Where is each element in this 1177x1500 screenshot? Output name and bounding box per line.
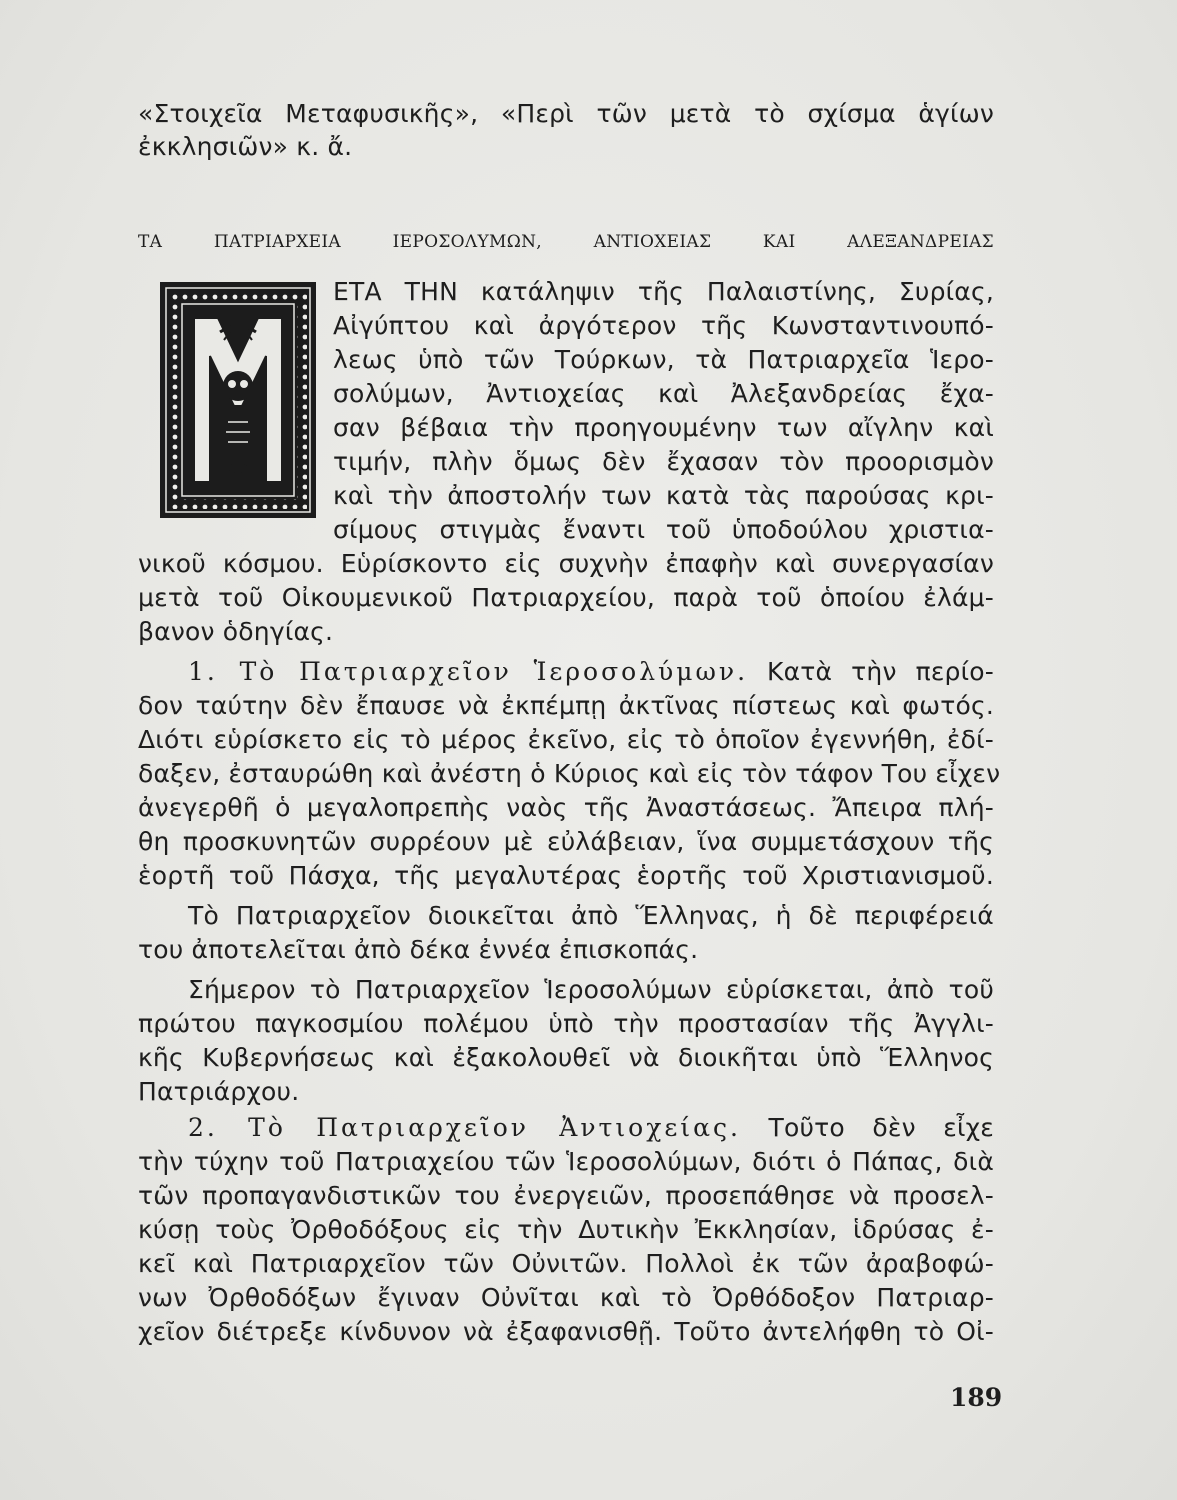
section1-para3-line-3: κῆς Κυβερνήσεως καὶ ἐξακολουθεῖ νὰ διοικῆται ὑπὸ Ἕλληνος: [138, 1043, 994, 1072]
section-heading: ΤΑ ΠΑΤΡΙΑΡΧΕΙΑ ΙΕΡΟΣΟΛΥΜΩΝ, ΑΝΤΙΟΧΕΙΑΣ ΚΑΙ ΑΛΕΞΑΝΔΡΕΙΑΣ: [138, 232, 994, 252]
para1-line-11: βανον ὁδηγίας.: [138, 617, 334, 646]
para1-line-9: νικοῦ κόσμου. Εὑρίσκοντο εἰς συχνὴν ἐπαφὴν καὶ συνεργασίαν: [138, 549, 994, 578]
para1-line-1: ΕΤΑ ΤΗΝ κατάληψιν τῆς Παλαιστίνης, Συρίας,: [333, 277, 994, 306]
section1-para2-line-1: Τὸ Πατριαρχεῖον διοικεῖται ἀπὸ Ἕλληνας, ἡ δὲ περιφέρειά: [188, 901, 994, 930]
page-number: 189: [950, 1383, 1003, 1412]
para1-line-3: λεως ὑπὸ τῶν Τούρκων, τὰ Πατριαρχεῖα Ἱερο-: [333, 345, 994, 374]
section1-line-1: δον ταύτην δὲν ἔπαυσε νὰ ἐκπέμπῃ ἀκτῖνας πίστεως καὶ φωτός.: [138, 691, 994, 720]
section2-line-5: νων Ὀρθοδόξων ἔγιναν Οὐνῖται καὶ τὸ Ὀρθόδοξον Πατριαρ-: [138, 1283, 994, 1312]
dropcap-ornament: [160, 277, 316, 518]
section1-line-2: Διότι εὑρίσκετο εἰς τὸ μέρος ἐκεῖνο, εἰς τὸ ὁποῖον ἐγεννήθη, ἐδί-: [138, 725, 994, 754]
intro-line-1: «Στοιχεῖα Μεταφυσικῆς», «Περὶ τῶν μετὰ τὸ σχίσμα ἁγίων: [138, 99, 994, 128]
section2-first-line: [138, 1110, 994, 1146]
section2-title: 2. Τὸ Πατριαρχεῖον Ἀντιοχείας.: [188, 1113, 741, 1142]
section2-line-2: τῶν προπαγανδιστικῶν του ἐνεργειῶν, προσεπάθησε νὰ προσελ-: [138, 1181, 994, 1210]
section1-title: 1. Τὸ Πατριαρχεῖον Ἱεροσολύμων.: [188, 657, 749, 686]
section1-first-rest: Κατὰ τὴν περίο-: [767, 657, 995, 686]
para1-line-7: καὶ τὴν ἀποστολήν των κατὰ τὰς παρούσας κρι-: [333, 481, 994, 510]
section1-line-3: δαξεν, ἐσταυρώθη καὶ ἀνέστη ὁ Κύριος καὶ εἰς τὸν τάφον Του εἶχεν: [138, 759, 1001, 788]
section1-line-5: θη προσκυνητῶν συρρέουν μὲ εὐλάβειαν, ἵνα συμμετάσχουν τῆς: [138, 827, 994, 856]
section2-first-rest: Τοῦτο δὲν εἶχε: [768, 1113, 994, 1142]
section1-line-6: ἑορτῆ τοῦ Πάσχα, τῆς μεγαλυτέρας ἑορτῆς τοῦ Χριστιανισμοῦ.: [138, 861, 994, 890]
section1-para2-line-2: του ἀποτελεῖται ἀπὸ δέκα ἐννέα ἐπισκοπάς.: [138, 935, 699, 964]
section1-para3-line-4: Πατριάρχου.: [138, 1077, 300, 1106]
section1-line-4: ἀνεγερθῆ ὁ μεγαλοπρεπὴς ναὸς τῆς Ἀναστάσεως. Ἄπειρα πλή-: [138, 793, 994, 822]
para1-line-4: σολύμων, Ἀντιοχείας καὶ Ἀλεξανδρείας ἔχα-: [333, 379, 994, 408]
para1-line-8: σίμους στιγμὰς ἔναντι τοῦ ὑποδούλου χριστια-: [333, 515, 994, 544]
para1-line-2: Αἰγύπτου καὶ ἀργότερον τῆς Κωνσταντινουπό-: [333, 311, 994, 340]
section2-line-3: κύσῃ τοὺς Ὀρθοδόξους εἰς τὴν Δυτικὴν Ἐκκλησίαν, ἱδρύσας ἐ-: [138, 1215, 994, 1244]
para1-line-5: σαν βέβαια τὴν προηγουμένην των αἴγλην καὶ: [333, 413, 994, 442]
section2-line-6: χεῖον διέτρεξε κίνδυνον νὰ ἐξαφανισθῇ. Τοῦτο ἀντελήφθη τὸ Οἰ-: [138, 1317, 994, 1346]
dropcap-letter: Μ: [238, 277, 239, 278]
section1-para3-line-1: Σήμερον τὸ Πατριαρχεῖον Ἱεροσολύμων εὑρίσκεται, ἀπὸ τοῦ: [188, 975, 994, 1004]
section2-line-4: κεῖ καὶ Πατριαρχεῖον τῶν Οὐνιτῶν. Πολλοὶ ἐκ τῶν ἀραβοφώ-: [138, 1249, 994, 1278]
intro-line-2: ἐκκλησιῶν» κ. ἄ.: [138, 132, 353, 161]
section2-line-1: τὴν τύχην τοῦ Πατριαχείου τῶν Ἱεροσολύμων, διότι ὁ Πάπας, διὰ: [138, 1147, 994, 1176]
para1-line-10: μετὰ τοῦ Οἰκουμενικοῦ Πατριαρχείου, παρὰ τοῦ ὁποίου ἐλάμ-: [138, 583, 994, 612]
section1-para3-line-2: πρώτου παγκοσμίου πολέμου ὑπὸ τὴν προστασίαν τῆς Ἀγγλι-: [138, 1009, 994, 1038]
section1-first-line: [138, 654, 994, 690]
para1-line-6: τιμήν, πλὴν ὅμως δὲν ἔχασαν τὸν προορισμὸν: [333, 447, 994, 476]
